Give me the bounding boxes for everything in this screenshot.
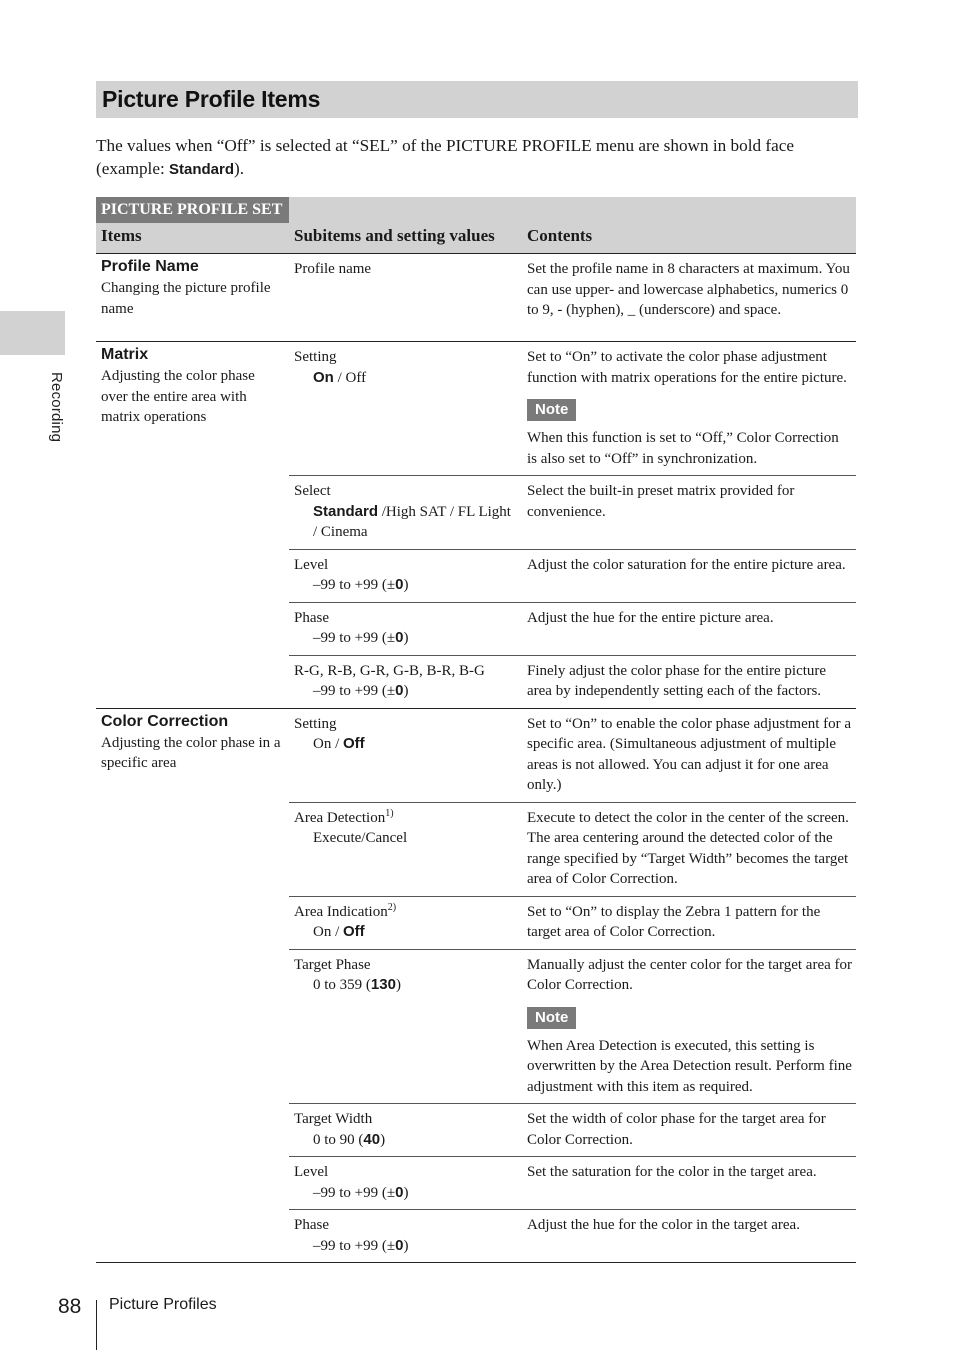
content-cell: Set the profile name in 8 characters at maximum. You can use upper- and lowercase alphabetics, numerics 0 to 9, - (hyphen), _ (underscore) and space. <box>527 261 850 318</box>
subitem-label <box>294 808 514 829</box>
setting-values <box>294 1183 514 1204</box>
setting-values <box>294 575 514 596</box>
setting-values <box>294 681 514 702</box>
setting-values <box>294 922 514 943</box>
item-name: Color Correction <box>101 712 229 730</box>
group-color-correction <box>96 708 856 1263</box>
default-value: 40 <box>363 1130 381 1148</box>
value-options: /High SAT / FL Light / Cinema <box>313 503 511 540</box>
setting-values <box>294 1130 514 1151</box>
default-value: 0 <box>395 629 404 646</box>
subitem-cell <box>289 897 522 949</box>
default-value: On <box>313 368 334 386</box>
column-header-contents: Contents <box>527 226 593 245</box>
intro-text: The values when “Off” is selected at “SEL” of the PICTURE PROFILE menu are shown in bold face (example: <box>96 136 794 178</box>
side-section-label: Recording <box>48 372 65 443</box>
item-description: Changing the picture profile name <box>101 280 271 317</box>
page-number: 88 <box>58 1295 82 1318</box>
table-row <box>289 1209 856 1262</box>
value-separator: / <box>333 369 346 386</box>
table-row <box>289 602 856 655</box>
subitem-cell <box>289 1157 522 1209</box>
subitem-label: Level <box>294 556 329 573</box>
default-value: 0 <box>395 1236 404 1254</box>
subitem-cell <box>289 342 522 475</box>
table-row <box>289 549 856 602</box>
page-title: Picture Profile Items <box>102 86 321 112</box>
subitem-label: Level <box>294 1164 329 1180</box>
note-badge: Note <box>527 399 576 421</box>
subitem-label: Setting <box>294 349 337 365</box>
value-range: –99 to +99 (± <box>313 577 396 593</box>
column-headers <box>96 226 856 246</box>
set-badge: PICTURE PROFILE SET <box>96 197 289 223</box>
item-name: Matrix <box>101 346 149 363</box>
table-row <box>289 475 856 549</box>
value-range: 0 to 90 ( <box>313 1131 364 1148</box>
table-row <box>289 342 856 475</box>
table-row <box>289 254 856 341</box>
table-row <box>289 949 856 1104</box>
content-text: Set to “On” to activate the color phase adjustment function with matrix operations for the entire picture. <box>527 349 847 386</box>
title-bar <box>96 81 858 118</box>
group-item <box>96 709 289 1263</box>
value-close: ) <box>380 1131 386 1148</box>
subitem-label <box>294 902 514 923</box>
settings-table <box>96 197 856 1263</box>
value-option: Off <box>345 369 367 386</box>
value-range: –99 to +99 (± <box>313 683 396 699</box>
subitem-cell <box>289 603 522 655</box>
table-row <box>289 709 856 802</box>
subitem-cell <box>289 803 522 896</box>
subitem-cell <box>289 709 522 802</box>
default-value: 0 <box>395 1183 404 1201</box>
subitem-cell <box>289 1104 522 1156</box>
default-value: Off <box>343 735 365 752</box>
group-profile-name <box>96 253 856 341</box>
default-value: 0 <box>395 682 404 699</box>
value-option: On <box>313 924 332 940</box>
value-range: 0 to 359 ( <box>313 977 371 993</box>
intro-paragraph <box>96 134 856 181</box>
default-value: Off <box>343 923 365 940</box>
footnote-ref: 1) <box>385 807 394 819</box>
setting-values <box>294 368 514 389</box>
intro-tail: ). <box>234 159 245 178</box>
subitem-label: Phase <box>294 609 329 626</box>
setting-values: Execute/Cancel <box>313 830 408 846</box>
setting-values <box>294 975 514 996</box>
subitem-label: Setting <box>294 715 337 732</box>
value-range: –99 to +99 (± <box>313 630 396 646</box>
value-close: ) <box>403 683 409 699</box>
content-cell: Adjust the hue for the color in the target area. <box>527 1217 800 1233</box>
table-row <box>289 1156 856 1209</box>
setting-values <box>294 628 514 649</box>
content-cell: Adjust the hue for the entire picture area. <box>527 609 774 626</box>
setting-values <box>294 1236 514 1257</box>
subitem-cell <box>289 476 522 549</box>
value-option: On <box>313 736 332 752</box>
content-cell: Set to “On” to display the Zebra 1 pattern for the target area of Color Correction. <box>527 903 821 940</box>
value-separator: / <box>331 924 344 940</box>
subitem-cell <box>289 950 522 1104</box>
content-cell: Set the width of color phase for the target area for Color Correction. <box>527 1111 826 1148</box>
footnote-ref: 2) <box>387 901 397 913</box>
group-item <box>96 342 289 708</box>
content-text: Manually adjust the center color for the target area for Color Correction. <box>527 956 852 993</box>
value-close: ) <box>403 1237 409 1254</box>
footer-section-label: Picture Profiles <box>109 1296 217 1313</box>
content-cell: Execute to detect the color in the center of the screen. The area centering around the detected color of the range specified by “Target Width” becomes the target area of Color Correction. <box>527 809 849 887</box>
setting-values <box>294 502 514 543</box>
subitem-label-text: Area Indication <box>294 903 388 920</box>
column-header-items: Items <box>101 226 142 245</box>
item-name: Profile Name <box>101 258 199 275</box>
value-close: ) <box>403 577 409 593</box>
value-close: ) <box>403 630 409 646</box>
note-badge: Note <box>527 1007 576 1029</box>
content-cell <box>522 342 856 475</box>
content-cell: Set the saturation for the color in the target area. <box>527 1164 817 1180</box>
value-range: –99 to +99 (± <box>313 1237 396 1254</box>
content-cell <box>522 950 856 1104</box>
value-close: ) <box>395 977 401 993</box>
content-cell: Select the built-in preset matrix provided for convenience. <box>527 483 795 520</box>
item-description: Adjusting the color phase over the entire area with matrix operations <box>101 368 255 425</box>
table-header <box>96 197 856 253</box>
subitem-cell: Profile name <box>294 261 372 277</box>
group-matrix <box>96 341 856 708</box>
subitem-cell <box>289 656 522 708</box>
intro-example: Standard <box>169 161 235 178</box>
side-tab-marker <box>0 311 65 355</box>
content-cell: Finely adjust the color phase for the entire picture area by independently setting each of the factors. <box>527 662 827 699</box>
subitem-label: Phase <box>294 1217 329 1233</box>
subitem-label: Target Width <box>294 1111 373 1127</box>
table-row <box>289 1103 856 1156</box>
column-header-subitems: Subitems and setting values <box>294 226 495 245</box>
value-range: –99 to +99 (± <box>313 1184 396 1201</box>
subitem-cell <box>289 1210 522 1262</box>
default-value: 130 <box>370 976 396 993</box>
table-row <box>289 655 856 708</box>
table-row <box>289 802 856 896</box>
content-cell: Set to “On” to enable the color phase adjustment for a specific area. (Simultaneous adjustment of multiple areas is not allowed. You can adjust it for one area only.) <box>527 715 852 793</box>
setting-values <box>294 734 514 755</box>
subitem-label: Select <box>294 483 331 499</box>
table-row <box>289 896 856 949</box>
default-value: Standard <box>313 502 379 520</box>
default-value: 0 <box>395 576 404 593</box>
subitem-label: Target Phase <box>294 956 371 973</box>
subitem-label-text: Area Detection <box>294 809 386 826</box>
item-description: Adjusting the color phase in a specific area <box>101 734 281 771</box>
footer-divider <box>96 1300 97 1350</box>
group-item <box>96 254 289 341</box>
value-close: ) <box>403 1184 409 1201</box>
table-bottom-rule <box>96 1262 856 1263</box>
note-text: When Area Detection is executed, this setting is overwritten by the Area Detection result. Perform fine adjustment with this item as required. <box>527 1037 852 1095</box>
subitem-cell <box>289 550 522 602</box>
subitem-label: R-G, R-B, G-R, G-B, B-R, B-G <box>294 662 485 679</box>
note-text: When this function is set to “Off,” Color Correction is also set to “Off” in synchronization. <box>527 430 839 467</box>
value-separator: / <box>331 736 344 752</box>
content-cell: Adjust the color saturation for the entire picture area. <box>527 556 846 573</box>
